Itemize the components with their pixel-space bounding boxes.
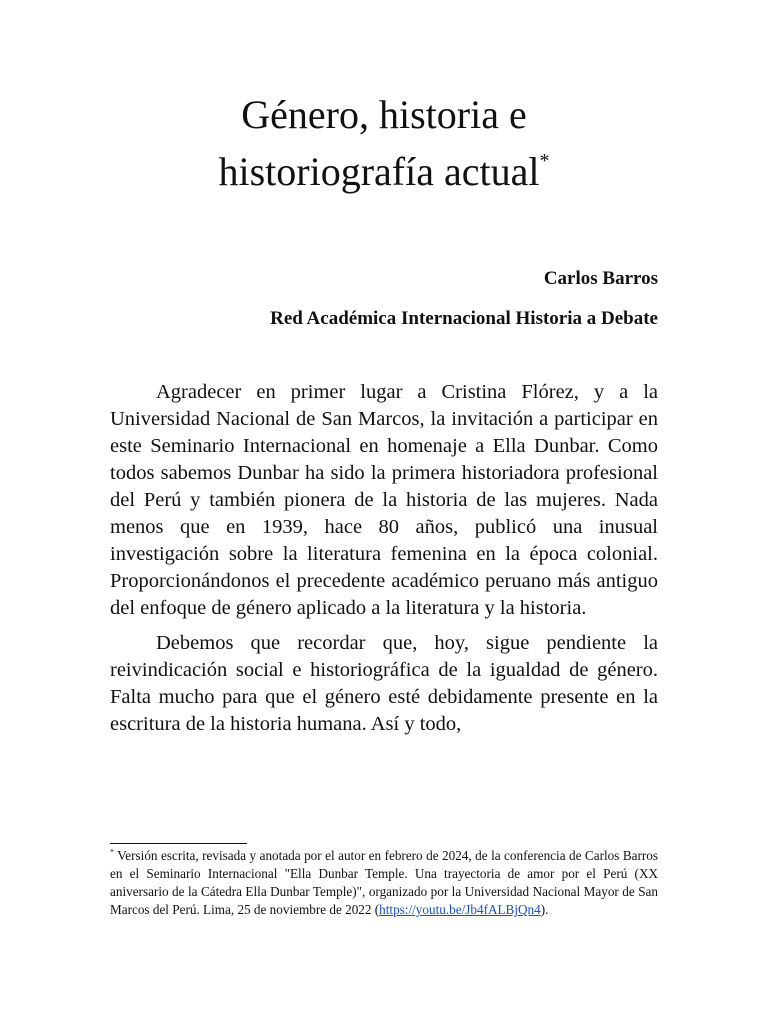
page-title [110, 86, 658, 200]
footnote [110, 847, 658, 919]
footnote-text: Versión escrita, revisada y anotada por el autor en febrero de 2024, de la conferencia de Carlos Barros en el Seminario Internacional "Ella Dunbar Temple. Una trayectoria de amor por el Perú (XX aniversario de la Cátedra Ella Dunbar Temple)", organizado por la Universidad Nacional Mayor de San Marcos del Perú. Lima, 25 de noviembre de 2022 ( [110, 848, 658, 917]
title-line-2: historiografía actual [218, 149, 540, 194]
author-name: Carlos Barros [543, 268, 658, 289]
body-text [110, 379, 658, 746]
title-line-1: Género, historia e [241, 92, 527, 137]
footnote-separator [110, 843, 247, 844]
footnote-mark: * [110, 847, 114, 857]
paragraph: Debemos que recordar que, hoy, sigue pendiente la reivindicación social e historiográfica de la igualdad de género. Falta mucho para que el género esté debidamente presente en la escritura de la historia humana. Así y todo, [110, 632, 658, 735]
footnote-text-end: ). [540, 902, 549, 917]
paragraph: Agradecer en primer lugar a Cristina Flórez, y a la Universidad Nacional de San Marcos, la invitación a participar en este Seminario Internacional en homenaje a Ella Dunbar. Como todos sabemos Dunbar ha sido la primera historiadora profesional del Perú y también pionera de la historia de las mujeres. Nada menos que en 1939, hace 80 años, publicó una inusual investigación sobre la literatura femenina en la época colonial. Proporcionándonos el precedente académico peruano más antiguo del enfoque de género aplicado a la literatura y la historia. [110, 381, 658, 619]
author-affiliation: Red Académica Internacional Historia a Debate [270, 308, 658, 329]
footnote-link[interactable]: https://youtu.be/Jb4fALBjQn4 [379, 902, 541, 917]
title-footnote-mark: * [539, 149, 550, 172]
